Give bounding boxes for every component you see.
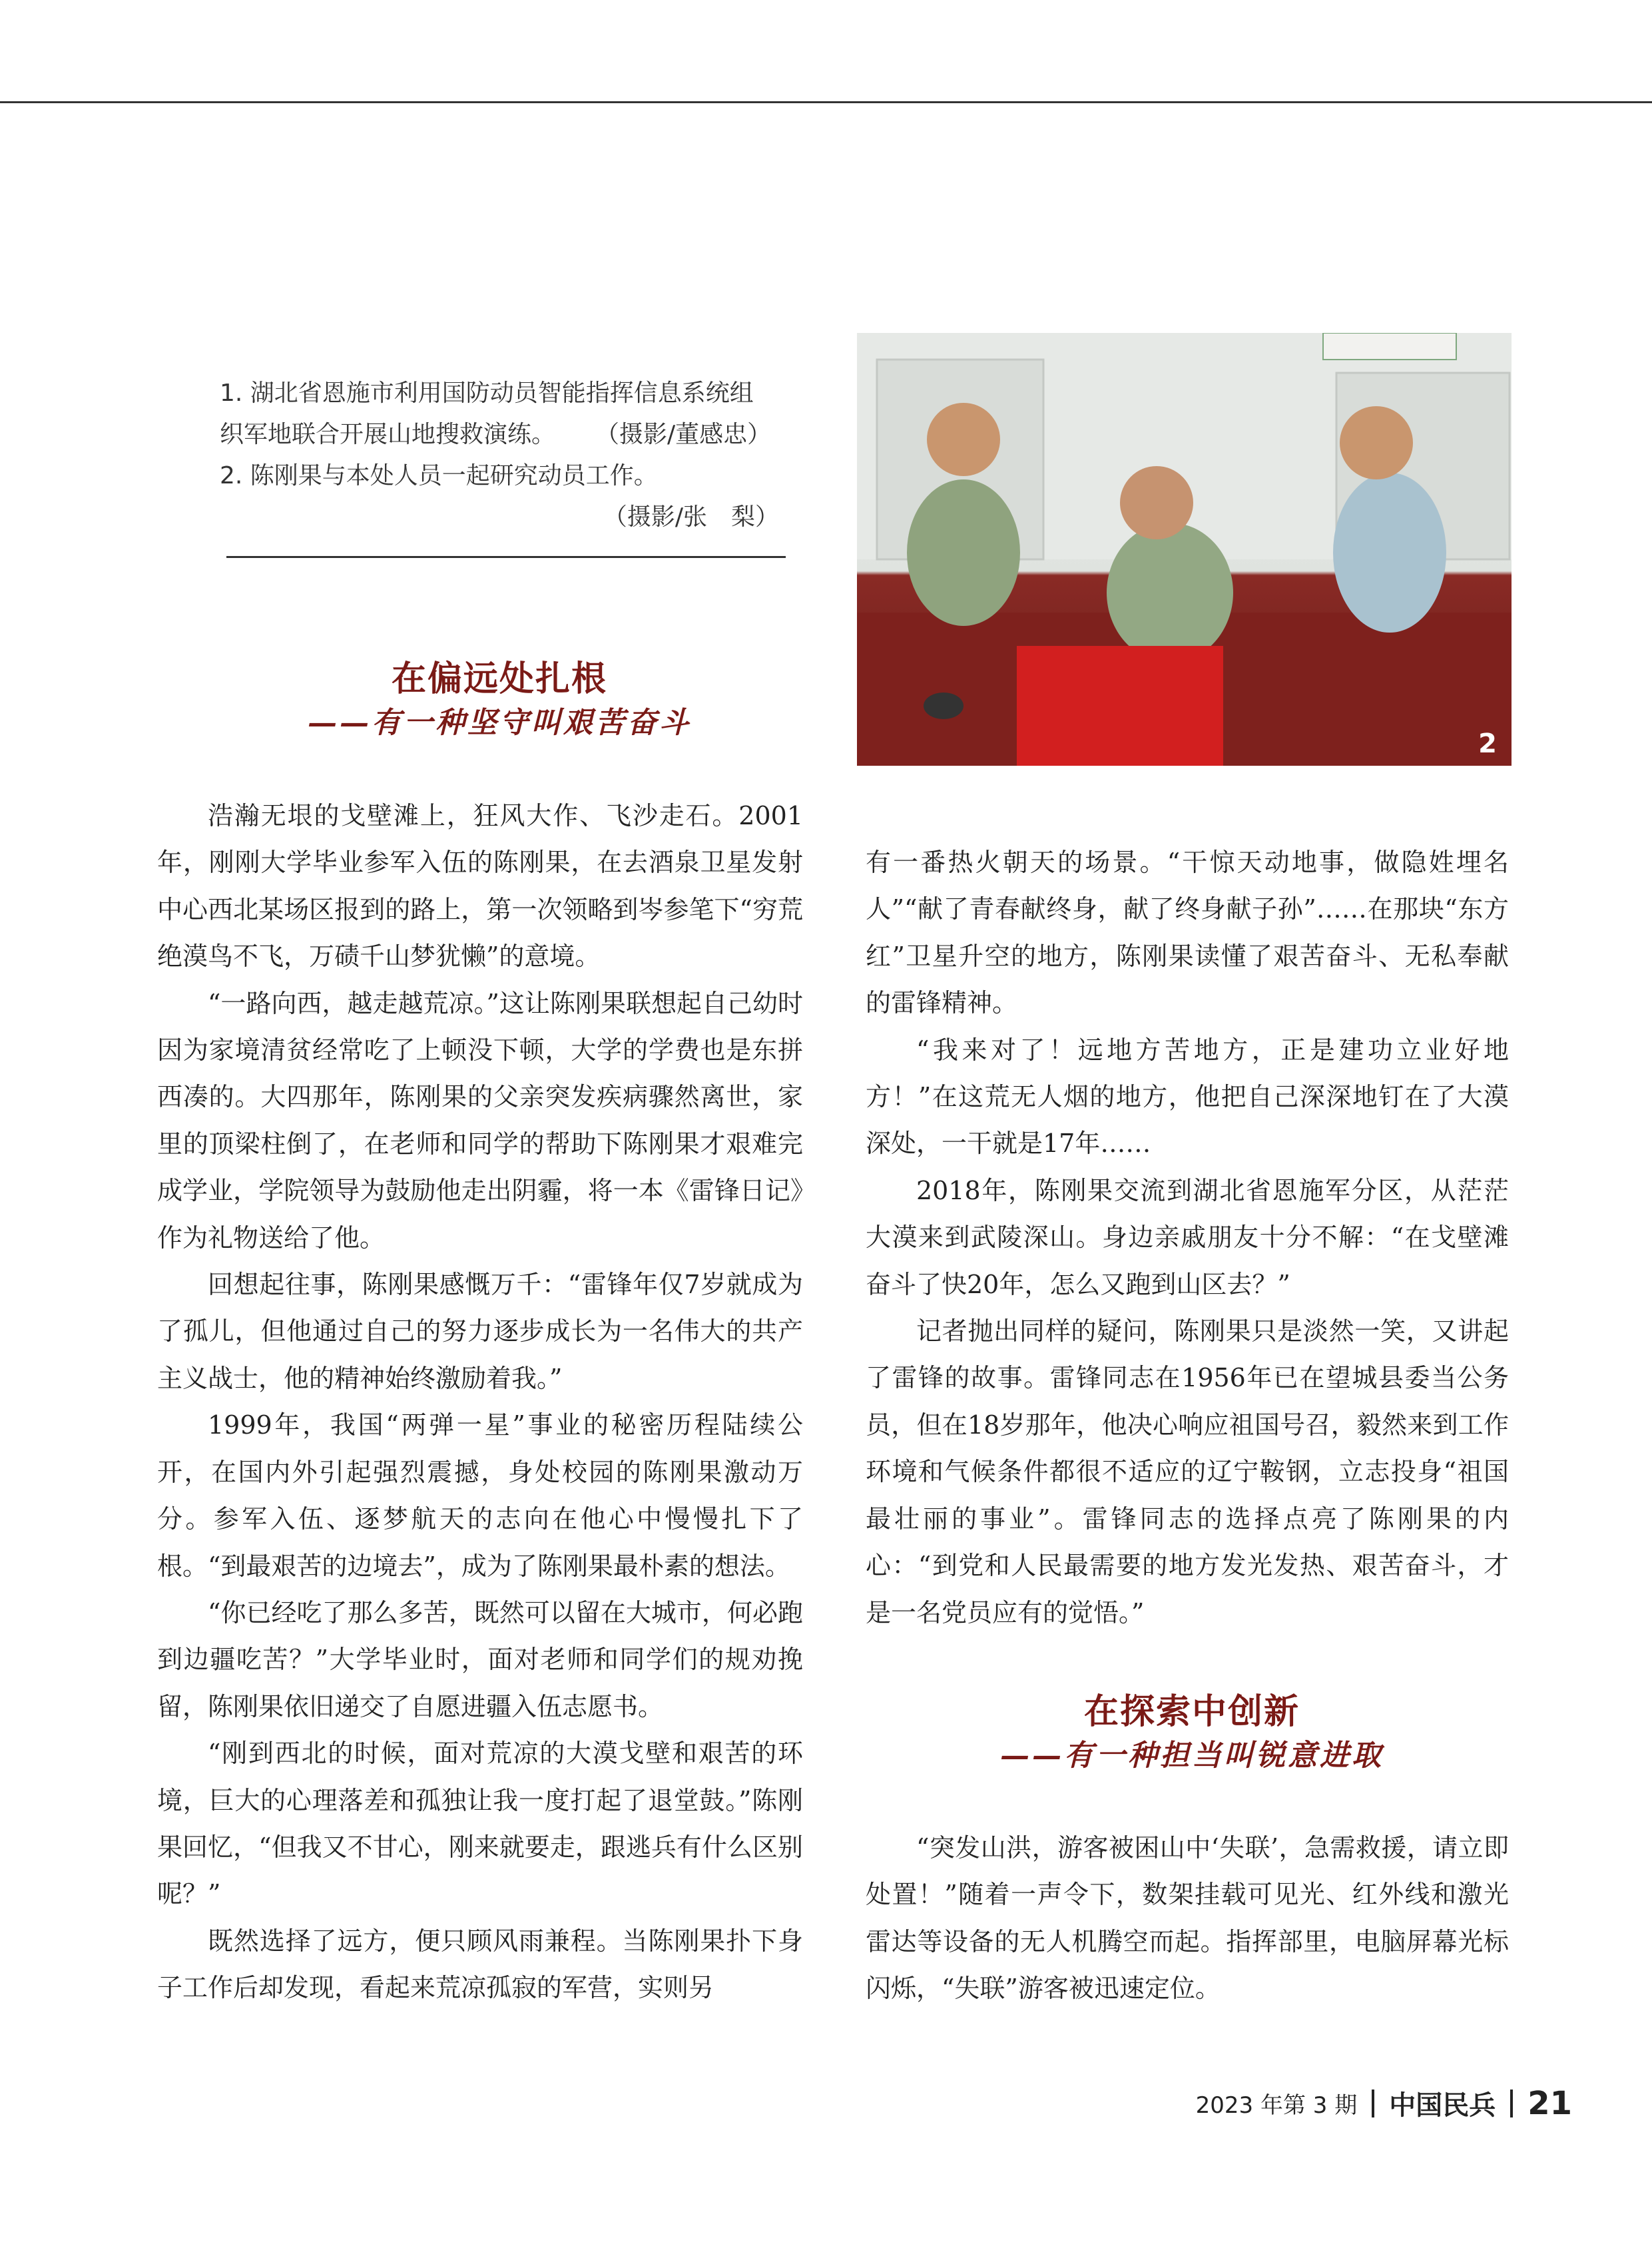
paragraph: 既然选择了远方，便只顾风雨兼程。当陈刚果扑下身子工作后却发现，看起来荒凉孤寂的军营，实则另 <box>157 1926 803 2003</box>
paragraph: 2018年，陈刚果交流到湖北省恩施军分区，从茫茫大漠来到武陵深山。身边亲戚朋友十分不解：“在戈壁滩奋斗了快20年，怎么又跑到山区去？” <box>866 1175 1509 1299</box>
header-rule <box>0 101 1652 103</box>
page-footer <box>1196 2084 1572 2122</box>
section-2-title: 在探索中创新 <box>1083 1692 1300 1732</box>
caption-line-2: 织军地联合开展山地搜救演练。 （摄影/董感忠） <box>220 414 786 455</box>
caption-credit-2: （摄影/张 梨） <box>603 503 779 531</box>
article-photo <box>857 333 1512 766</box>
caption-credit-1: （摄影/董感忠） <box>595 421 772 448</box>
paragraph: “突发山洪，游客被困山中‘失联’，急需救援，请立即处置！”随着一声令下，数架挂载可见光、红外线和激光雷达等设备的无人机腾空而起。指挥部里，电脑屏幕光标闪烁，“失联”游客被迅速定位。 <box>866 1833 1509 2004</box>
paragraph: 回想起往事，陈刚果感慨万千：“雷锋年仅7岁就成为了孤儿，但他通过自己的努力逐步成长为一名伟大的共产主义战士，他的精神始终激励着我。” <box>157 1270 803 1393</box>
photo-number: 2 <box>1478 728 1497 759</box>
paragraph: 1999年，我国“两弹一星”事业的秘密历程陆续公开，在国内外引起强烈震撼，身处校园的陈刚果激动万分。参军入伍、逐梦航天的志向在他心中慢慢扎下了根。“到最艰苦的边境去”，成为了陈刚果最朴素的想法。 <box>157 1410 803 1581</box>
paragraph: “刚到西北的时候，面对荒凉的大漠戈壁和艰苦的环境，巨大的心理落差和孤独让我一度打起了退堂鼓。”陈刚果回忆，“但我又不甘心，刚来就要走，跟逃兵有什么区别呢？” <box>157 1739 803 1909</box>
paragraph: “一路向西，越走越荒凉。”这让陈刚果联想起自己幼时因为家境清贫经常吃了上顿没下顿，大学的学费也是东拼西凑的。大四那年，陈刚果的父亲突发疾病骤然离世，家里的顶梁柱倒了，在老师和同学的帮助下陈刚果才艰难完成学业，学院领导为鼓励他走出阴霾，将一本《雷锋日记》作为礼物送给了他。 <box>157 988 803 1253</box>
paragraph: 有一番热火朝天的场景。“干惊天动地事，做隐姓埋名人”“献了青春献终身，献了终身献子孙”……在那块“东方红”卫星升空的地方，陈刚果读懂了艰苦奋斗、无私奉献的雷锋精神。 <box>866 848 1509 1018</box>
photo-caption <box>220 373 786 538</box>
caption-line-1: 1. 湖北省恩施市利用国防动员智能指挥信息系统组 <box>220 380 754 407</box>
paragraph: 记者抛出同样的疑问，陈刚果只是淡然一笑，又讲起了雷锋的故事。雷锋同志在1956年已在望城县委当公务员，但在18岁那年，他决心响应祖国号召，毅然来到工作环境和气候条件都很不适应的辽宁鞍钢，立志投身“祖国最壮丽的事业”。雷锋同志的选择点亮了陈刚果的内心：“到党和人民最需要的地方发光发热、艰苦奋斗，才是一名党员应有的觉悟。” <box>866 1316 1509 1627</box>
paragraph: “我来对了！远地方苦地方，正是建功立业好地方！”在这荒无人烟的地方，他把自己深深地钉在了大漠深处，一干就是17年…… <box>866 1035 1509 1159</box>
issue-label: 2023 年第 3 期 <box>1195 2092 1358 2119</box>
right-column-top <box>866 839 1509 1636</box>
section-heading-1 <box>233 656 766 744</box>
caption-rule <box>226 556 786 558</box>
section-heading-2 <box>872 1689 1512 1777</box>
section-1-title: 在偏远处扎根 <box>391 659 607 699</box>
page-number: 21 <box>1527 2084 1572 2122</box>
footer-divider <box>1510 2090 1513 2117</box>
section-2-subtitle: ——有一种担当叫锐意进取 <box>1000 1739 1384 1773</box>
footer-divider <box>1372 2090 1374 2117</box>
paragraph: “你已经吃了那么多苦，既然可以留在大城市，何必跑到边疆吃苦？”大学毕业时，面对老师和同学们的规劝挽留，陈刚果依旧递交了自愿进疆入伍志愿书。 <box>157 1597 803 1721</box>
section-1-subtitle: ——有一种坚守叫艰苦奋斗 <box>308 706 691 740</box>
right-column-bottom <box>866 1824 1509 2012</box>
caption-line-3: 2. 陈刚果与本处人员一起研究动员工作。 <box>220 462 658 489</box>
paragraph: 浩瀚无垠的戈壁滩上，狂风大作、飞沙走石。2001年，刚刚大学毕业参军入伍的陈刚果，在去酒泉卫星发射中心西北某场区报到的路上，第一次领略到岑参笔下“穷荒绝漠鸟不飞，万碛千山梦犹懒”的意境。 <box>157 801 803 972</box>
photo-illustration <box>857 333 1512 766</box>
left-column <box>157 792 803 2012</box>
magazine-name: 中国民兵 <box>1389 2090 1496 2121</box>
